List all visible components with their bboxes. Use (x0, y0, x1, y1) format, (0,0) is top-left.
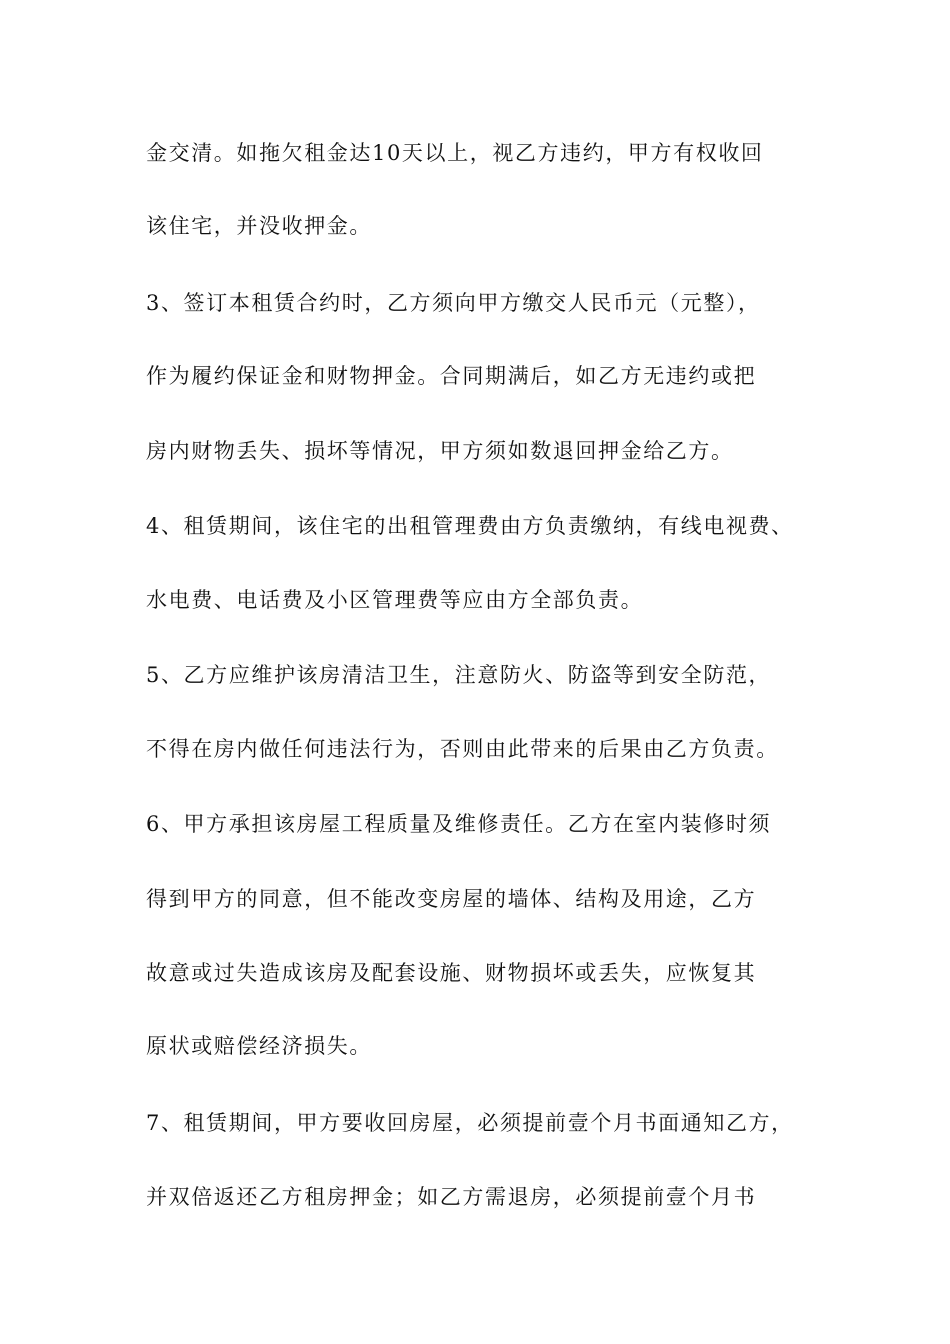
text-line: 5、乙方应维护该房清洁卫生，注意防火、防盗等到安全防范， (146, 663, 772, 687)
text-line: 原状或赔偿经济损失。 (146, 1034, 372, 1058)
text-line: 水电费、电话费及小区管理费等应由方全部负责。 (146, 588, 644, 612)
text-line: 4、租赁期间，该住宅的出租管理费由方负责缴纳，有线电视费、 (146, 514, 794, 538)
text-line: 作为履约保证金和财物押金。合同期满后，如乙方无违约或把 (146, 364, 757, 388)
text-line: 故意或过失造成该房及配套设施、财物损坏或丢失，应恢复其 (146, 961, 757, 985)
text-line: 房内财物丢失、损坏等情况，甲方须如数退回押金给乙方。 (146, 439, 734, 463)
text-line: 7、租赁期间，甲方要收回房屋，必须提前壹个月书面通知乙方， (146, 1111, 794, 1135)
text-line: 金交清。如拖欠租金达10天以上，视乙方违约，甲方有权收回 (146, 141, 764, 165)
text-line: 6、甲方承担该房屋工程质量及维修责任。乙方在室内装修时须 (146, 812, 772, 836)
text-line: 3、签订本租赁合约时，乙方须向甲方缴交人民币元（元整）， (146, 291, 761, 315)
text-line: 不得在房内做任何违法行为，否则由此带来的后果由乙方负责。 (146, 737, 779, 761)
text-line: 并双倍返还乙方租房押金；如乙方需退房，必须提前壹个月书 (146, 1185, 757, 1209)
text-line: 得到甲方的同意，但不能改变房屋的墙体、结构及用途，乙方 (146, 887, 757, 911)
text-line: 该住宅，并没收押金。 (146, 214, 372, 238)
